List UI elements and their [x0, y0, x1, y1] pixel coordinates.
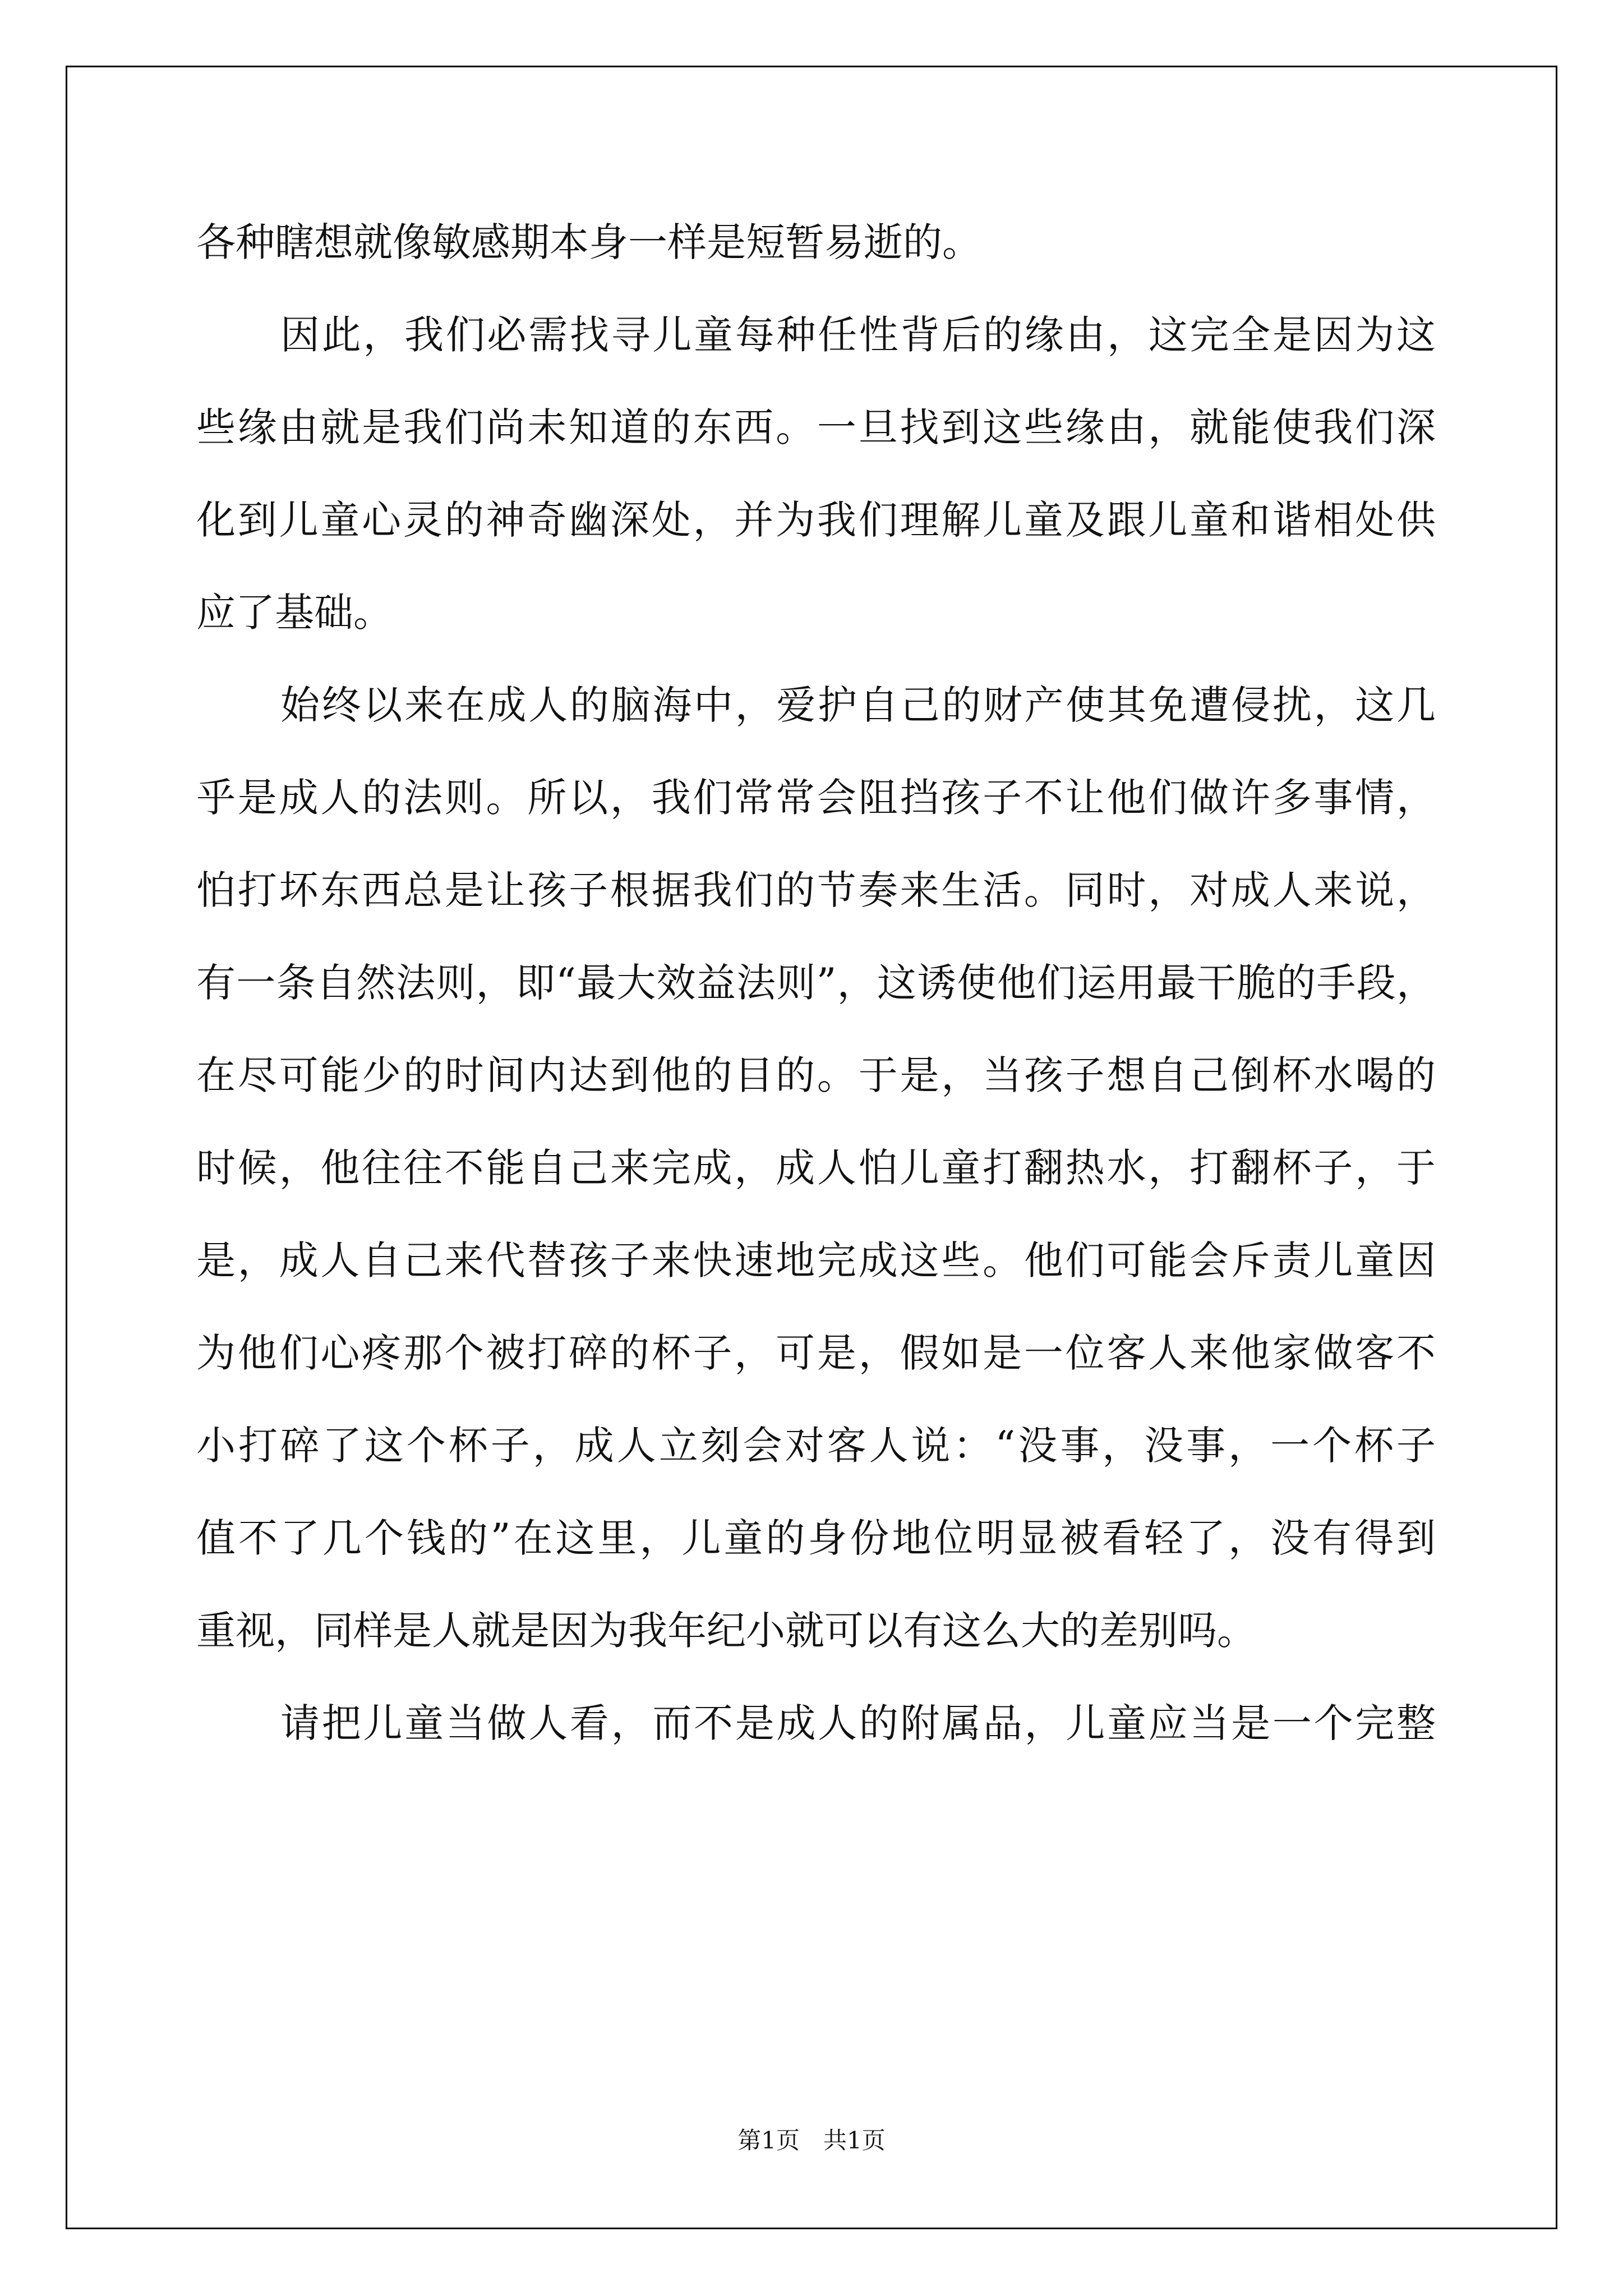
text-line: 因此，我们必需找寻儿童每种任性背后的缘由，这完全是因为这 — [280, 312, 1436, 358]
text-line: 请把儿童当做人看，而不是成人的附属品，儿童应当是一个完整 — [280, 1700, 1436, 1746]
text-line: 重视，同样是人就是因为我年纪小就可以有这么大的差别吗。 — [196, 1608, 1256, 1654]
text-line: 各种瞎想就像敏感期本身一样是短暂易逝的。 — [196, 219, 981, 265]
text-line: 些缘由就是我们尚未知道的东西。一旦找到这些缘由，就能使我们深 — [196, 404, 1436, 450]
text-line: 在尽可能少的时间内达到他的目的。于是，当孩子想自己倒杯水喝的 — [196, 1052, 1436, 1098]
text-line: 应了基础。 — [196, 590, 393, 636]
text-line: 有一条自然法则，即“最大效益法则”，这诱使他们运用最干脆的手段， — [196, 960, 1436, 1006]
text-line: 化到儿童心灵的神奇幽深处，并为我们理解儿童及跟儿童和谐相处供 — [196, 497, 1436, 543]
text-line: 小打碎了这个杯子，成人立刻会对客人说：“没事，没事，一个杯子 — [196, 1423, 1436, 1469]
page-number-footer: 第1页 共1页 — [737, 2127, 886, 2154]
text-line: 是，成人自己来代替孩子来快速地完成这些。他们可能会斥责儿童因 — [196, 1237, 1436, 1283]
paragraph-4 — [196, 1677, 1436, 1770]
paragraph-3 — [196, 659, 1436, 1677]
text-line: 怕打坏东西总是让孩子根据我们的节奏来生活。同时，对成人来说， — [196, 867, 1436, 913]
text-line: 乎是成人的法则。所以，我们常常会阻挡孩子不让他们做许多事情， — [196, 775, 1436, 821]
text-line: 时候，他往往不能自己来完成，成人怕儿童打翻热水，打翻杯子，于 — [196, 1145, 1436, 1191]
paragraph-1 — [196, 196, 1436, 289]
paragraph-2 — [196, 289, 1436, 659]
text-line: 始终以来在成人的脑海中，爱护自己的财产使其免遭侵扰，这几 — [280, 682, 1436, 728]
document-body — [196, 196, 1436, 1770]
text-line: 为他们心疼那个被打碎的杯子，可是，假如是一位客人来他家做客不 — [196, 1330, 1436, 1376]
text-line: 值不了几个钱的”在这里，儿童的身份地位明显被看轻了，没有得到 — [196, 1515, 1436, 1561]
